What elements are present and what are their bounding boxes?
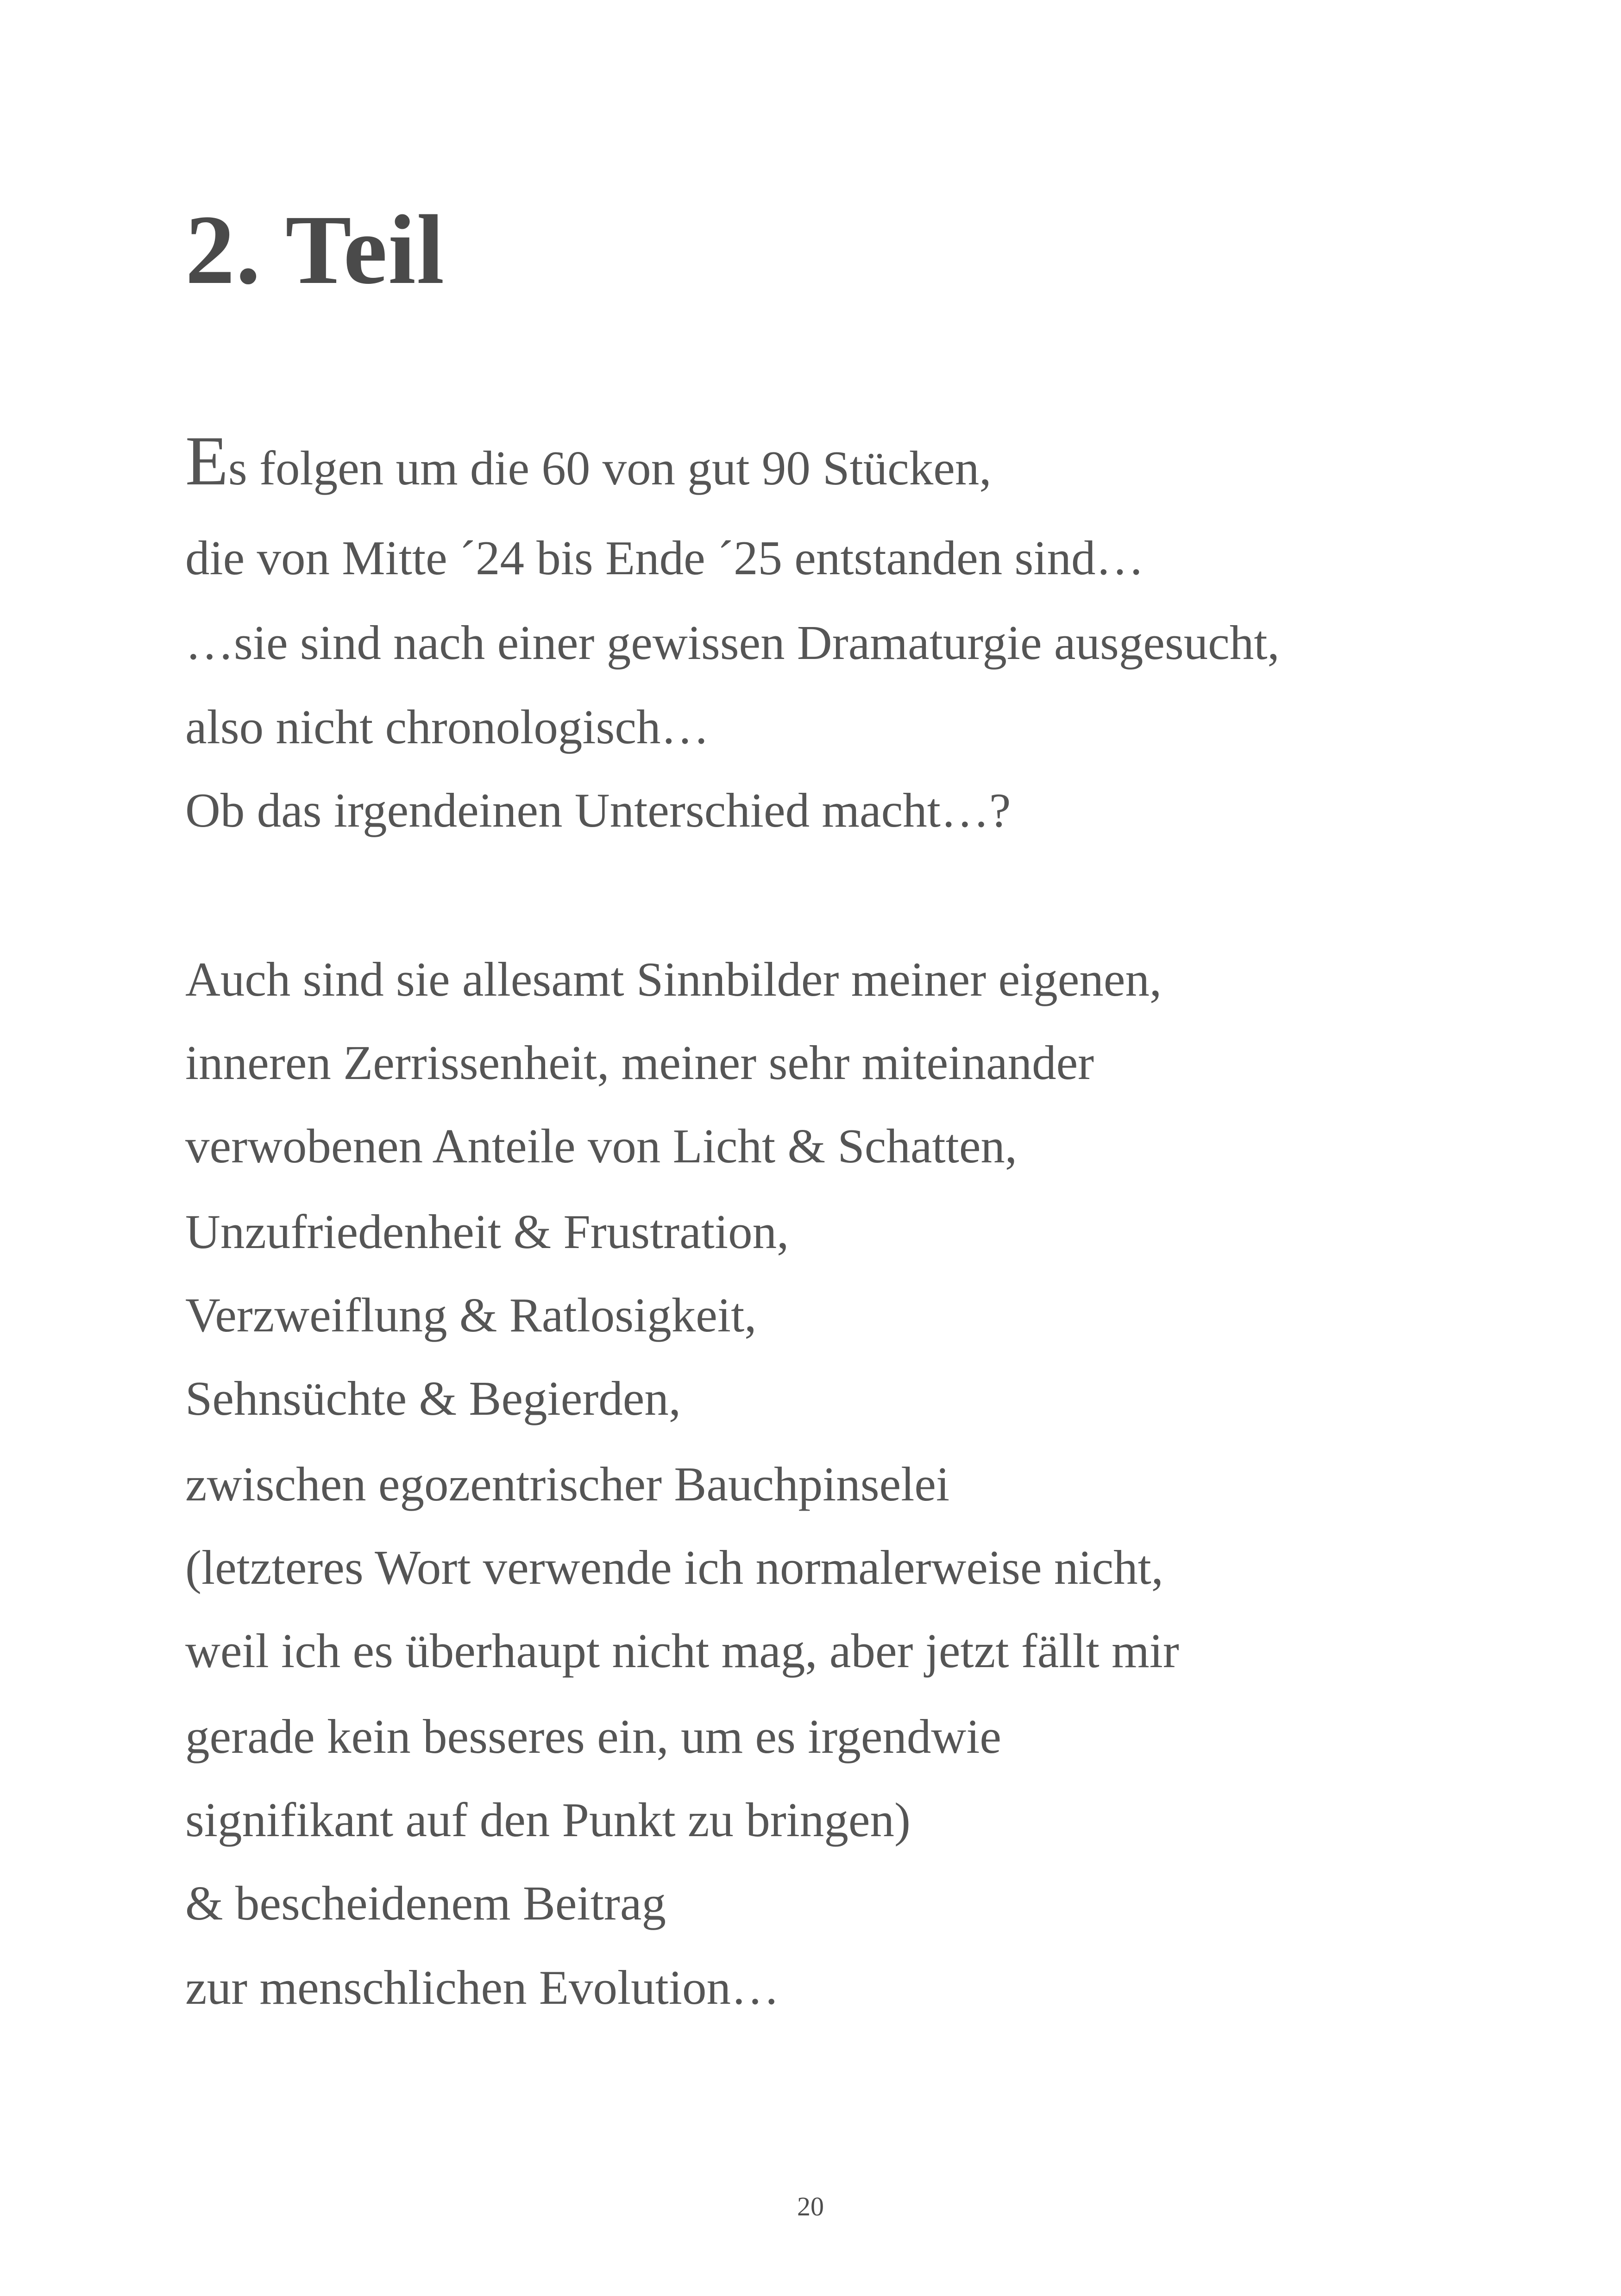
chapter-heading: 2. Teil	[185, 195, 446, 305]
paragraph2-line-11: signifikant auf den Punkt zu bringen)	[185, 1793, 911, 1847]
paragraph2-line-2: inneren Zerrissenheit, meiner sehr miteinander	[185, 1035, 1094, 1090]
paragraph2-line-3: verwobenen Anteile von Licht & Schatten,	[185, 1119, 1018, 1173]
paragraph2-line-7: zwischen egozentrischer Bauchpinselei	[185, 1457, 950, 1511]
paragraph2-line-1: Auch sind sie allesamt Sinnbilder meiner eigenen,	[185, 952, 1162, 1006]
paragraph1-line-1-text: s folgen um die 60 von gut 90 Stücken,	[228, 441, 992, 495]
paragraph2-line-8: (letzteres Wort verwende ich normalerweise nicht,	[185, 1540, 1164, 1594]
paragraph2-line-10: gerade kein besseres ein, um es irgendwie	[185, 1709, 1002, 1763]
paragraph2-line-13: zur menschlichen Evolution…	[185, 1960, 780, 2014]
paragraph2-line-12: & bescheidenem Beitrag	[185, 1876, 666, 1930]
page-number: 20	[797, 2191, 824, 2221]
paragraph1-line-1	[185, 422, 992, 500]
paragraph2-line-9: weil ich es überhaupt nicht mag, aber jetzt fällt mir	[185, 1624, 1179, 1678]
paragraph1-line-2: die von Mitte ´24 bis Ende ´25 entstanden sind…	[185, 531, 1144, 585]
paragraph1-line-4: also nicht chronologisch…	[185, 700, 710, 754]
paragraph2-line-4: Unzufriedenheit & Frustration,	[185, 1204, 789, 1259]
paragraph2-line-5: Verzweiflung & Ratlosigkeit,	[185, 1288, 757, 1342]
paragraph2-line-6: Sehnsüchte & Begierden,	[185, 1371, 681, 1425]
paragraph1-line-3: …sie sind nach einer gewissen Dramaturgie ausgesucht,	[185, 615, 1280, 670]
paragraph1-line-5: Ob das irgendeinen Unterschied macht…?	[185, 783, 1011, 837]
dropcap-letter: E	[185, 422, 228, 500]
